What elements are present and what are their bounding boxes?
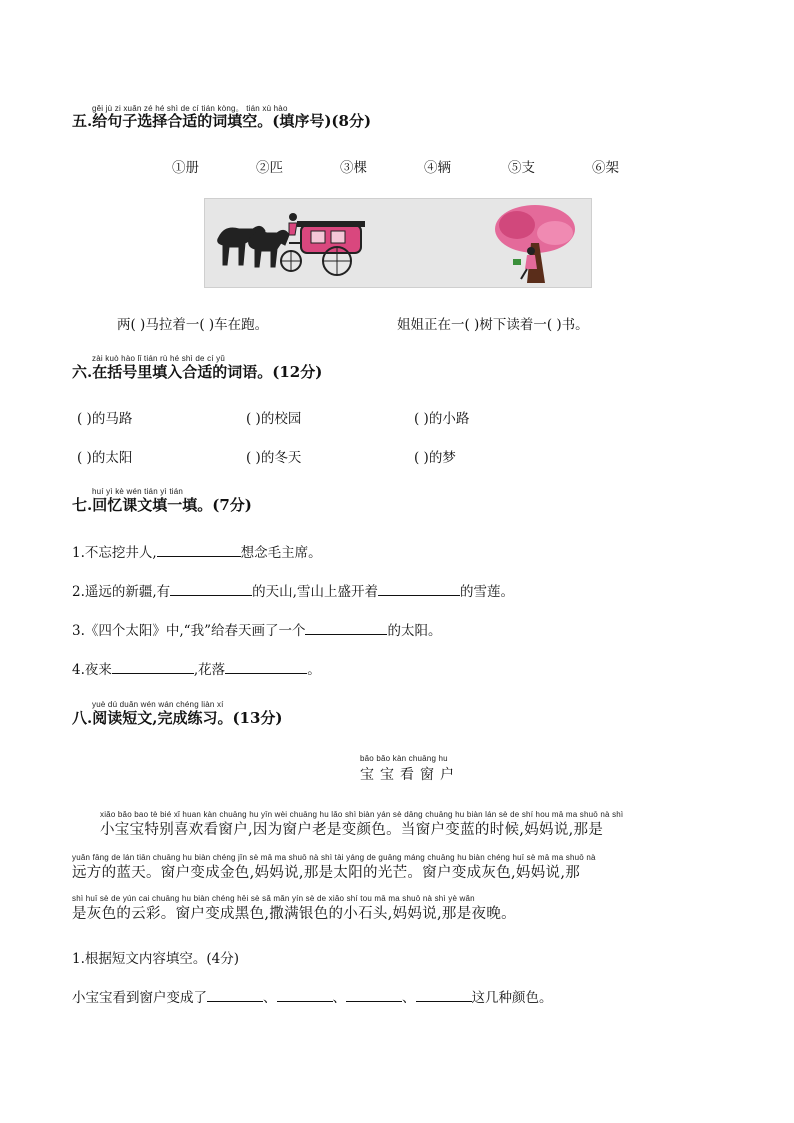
option-5: ⑤支 — [508, 160, 535, 176]
recall-q4-text-a: 4.夜来 — [72, 662, 112, 678]
answer-blank[interactable] — [157, 543, 241, 557]
carriage-and-tree-illustration — [204, 198, 592, 288]
answer-blank[interactable] — [378, 582, 460, 596]
recall-q3-text-b: 的太阳。 — [387, 623, 442, 639]
option-1: ①册 — [172, 160, 199, 176]
reading-question-1: 1.根据短文内容填空。(4分) — [72, 951, 240, 967]
recall-q2-text-c: 的雪莲。 — [459, 584, 514, 600]
answer-blank[interactable] — [277, 988, 333, 1002]
recall-q1-text-b: 想念毛主席。 — [240, 545, 322, 561]
section5-pinyin: gěi jù zi xuǎn zé hé shì de cí tián kòng。 tián xù hào — [92, 104, 288, 113]
answer-blank[interactable] — [305, 621, 387, 635]
recall-q2-text-a: 2.遥远的新疆,有 — [72, 584, 171, 600]
answer-blank[interactable] — [225, 660, 307, 674]
separator: 、 — [332, 990, 346, 1006]
passage-line-2-pinyin: yuǎn fāng de lán tiān chuāng hu biàn chéng jīn sè mā ma shuō nà shì tài yáng de guāng máng chuāng hu biàn chéng huī sè mā ma shuō nà — [72, 853, 596, 862]
reading-question-1-answer-line — [72, 986, 553, 1006]
fill-line-horses: 两( )马拉着一( )车在跑。 — [117, 317, 269, 333]
reading-q1-text-a: 小宝宝看到窗户变成了 — [72, 990, 207, 1006]
fill-item-path: ( )的小路 — [414, 411, 470, 427]
passage-title-pinyin: bǎo bǎo kàn chuāng hu — [360, 754, 448, 763]
fill-item-winter: ( )的冬天 — [246, 450, 302, 466]
answer-blank[interactable] — [346, 988, 402, 1002]
fill-line-sister: 姐姐正在一( )树下读着一( )书。 — [397, 317, 589, 333]
section8-pinyin: yuè dú duǎn wén wán chéng liàn xí — [92, 700, 224, 709]
option-4: ④辆 — [424, 160, 451, 176]
recall-question-2 — [72, 580, 514, 600]
recall-q1-text-a: 1.不忘挖井人, — [72, 545, 157, 561]
answer-blank[interactable] — [112, 660, 194, 674]
recall-question-1 — [72, 541, 322, 561]
fill-item-campus: ( )的校园 — [246, 411, 302, 427]
separator: 、 — [263, 990, 277, 1006]
option-2: ②匹 — [256, 160, 283, 176]
section7-pinyin: huí yì kè wén tián yì tián — [92, 487, 184, 496]
passage-line-2: 远方的蓝天。窗户变成金色,妈妈说,那是太阳的光芒。窗户变成灰色,妈妈说,那 — [72, 865, 581, 881]
section6-heading: 六.在括号里填入合适的词语。(12分) — [72, 363, 323, 381]
passage-line-3: 是灰色的云彩。窗户变成黑色,撒满银色的小石头,妈妈说,那是夜晚。 — [72, 906, 516, 922]
passage-line-1: 小宝宝特别喜欢看窗户,因为窗户老是变颜色。当窗户变蓝的时候,妈妈说,那是 — [100, 822, 604, 838]
answer-blank[interactable] — [207, 988, 263, 1002]
recall-q2-text-b: 的天山,雪山上盛开着 — [252, 584, 378, 600]
separator: 、 — [402, 990, 416, 1006]
answer-blank[interactable] — [416, 988, 472, 1002]
section5-heading: 五.给句子选择合适的词填空。(填序号)(8分) — [72, 112, 372, 130]
reading-q1-text-end: 这几种颜色。 — [471, 990, 553, 1006]
recall-q3-text-a: 3.《四个太阳》中,“我”给春天画了一个 — [72, 623, 306, 639]
illustration-svg — [205, 199, 591, 287]
passage-title: 宝宝看窗户 — [360, 767, 460, 783]
fill-item-sun: ( )的太阳 — [77, 450, 133, 466]
section8-heading: 八.阅读短文,完成练习。(13分) — [72, 709, 283, 727]
fill-item-dream: ( )的梦 — [414, 450, 456, 466]
answer-blank[interactable] — [170, 582, 252, 596]
recall-question-3 — [72, 619, 441, 639]
option-3: ③棵 — [340, 160, 367, 176]
tree-icon — [495, 205, 575, 283]
passage-line-1-pinyin: xiǎo bǎo bao tè bié xǐ huan kàn chuāng hu yīn wèi chuāng hu lǎo shì biàn yán sè dāng chuāng hu biàn lán sè de shí hou mā ma shuō nà shì — [100, 810, 624, 819]
recall-q4-text-b: ,花落 — [193, 662, 226, 678]
section6-pinyin: zài kuò hào lǐ tián rù hé shì de cí yǔ — [92, 354, 226, 363]
option-6: ⑥架 — [592, 160, 619, 176]
fill-item-road: ( )的马路 — [77, 411, 133, 427]
recall-q4-text-c: 。 — [307, 662, 321, 678]
recall-question-4 — [72, 658, 321, 678]
passage-line-3-pinyin: shì huī sè de yún cai chuāng hu biàn chéng hēi sè sǎ mǎn yín sè de xiǎo shí tou mā ma shuō nà shì yè wǎn — [72, 894, 475, 903]
section7-heading: 七.回忆课文填一填。(7分) — [72, 496, 252, 514]
